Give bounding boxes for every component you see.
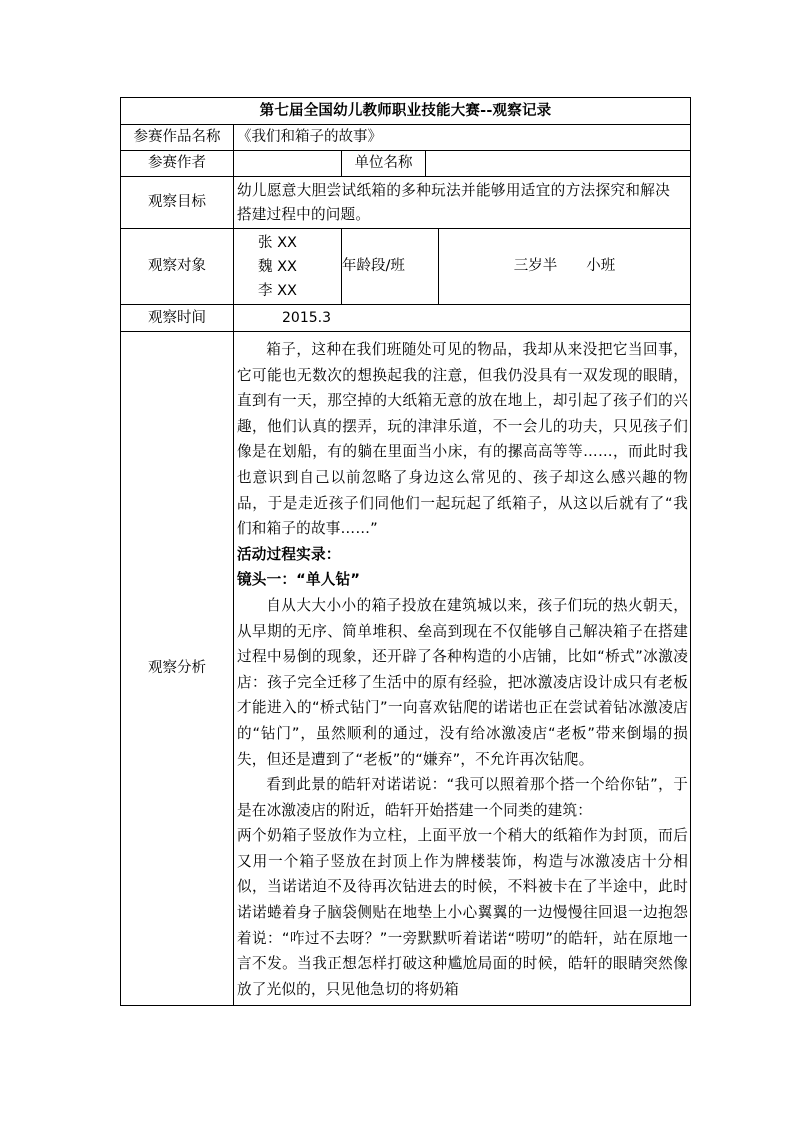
age-label: 年龄段/班 [342,229,439,304]
unit-value [426,151,690,176]
goal-value: 幼儿愿意大胆尝试纸箱的多种玩法并能够用适宜的方法探究和解决搭建过程中的问题。 [237,181,670,223]
author-row [121,151,690,177]
analysis-heading-process: 活动过程实录： [237,545,341,563]
analysis-intro: 箱子，这种在我们班随处可见的物品，我却从来没把它当回事，它可能也无数次的想换起我的注意，但我仍没具有一双发现的眼睛，直到有一天，那空掉的大纸箱无意的放在地上，却引起了孩子们的兴趣，他们认真的摆弄，玩的津津乐道，不一会儿的功夫，只见孩子们像是在划船，有的躺在里面当小床，有的摞高高等等……，而此时我也意识到自己以前忽略了身边这么常见的、孩子却这么感兴趣的物品，于是走近孩子们同他们一起玩起了纸箱子，从这以后就有了“我们和箱子的故事……” [237,341,688,538]
time-value: 2015.3 [282,310,331,326]
author-value [234,151,342,176]
analysis-paragraph: 两个奶箱子竖放作为立柱，上面平放一个稍大的纸箱作为封顶，而后又用一个箱子竖放在封顶上作为牌楼装饰，构造与冰激凌店十分相似，当诺诺迫不及待再次钻进去的时候，不料被卡在了半途中，此时诺诺蜷着身子脑袋侧贴在地垫上小心翼翼的一边慢慢往回退一边抱怨着说：“咋过不去呀？”一旁默默听着诺诺“唠叨”的皓轩，站在原地一言不发。当我正想怎样打破这种尴尬局面的时候，皓轩的眼睛突然像放了光似的，只见他急切的将奶箱 [237,827,688,998]
goal-row [121,177,690,229]
analysis-paragraph: 自从大大小小的箱子投放在建筑城以来，孩子们玩的热火朝天，从早期的无序、简单堆积、垒高到现在不仅能够自己解决箱子在搭建过程中易倒的现象，还开辟了各种构造的小店铺，比如“桥式”冰激凌店：孩子完全迁移了生活中的原有经验，把冰激凌店设计成只有老板才能进入的“桥式钻门”一向喜欢钻爬的诺诺也正在尝试着钻冰激凌店的“钻门”，虽然顺利的通过，没有给冰激凌店“老板”带来倒塌的损失，但还是遭到了“老板”的“嫌弃”，不允许再次钻爬。 [237,596,688,768]
time-row [121,305,690,332]
title-row [121,98,690,125]
observation-record-table [120,97,691,1006]
work-name-label: 参赛作品名称 [121,125,234,150]
time-label: 观察时间 [121,305,234,331]
analysis-paragraph: 看到此景的皓轩对诺诺说：“我可以照着那个搭一个给你钻”，于是在冰激凌店的附近，皓轩开始搭建一个同类的建筑： [237,776,688,819]
work-name-value: 《我们和箱子的故事》 [237,129,382,146]
unit-label: 单位名称 [342,151,426,176]
subjects-names [234,229,342,304]
subject-name: 李 XX [258,282,297,299]
age-value: 三岁半 小班 [513,258,616,275]
subjects-label: 观察对象 [121,229,234,304]
analysis-heading-scene: 镜头一：“单人钻” [237,571,361,589]
analysis-row [121,332,690,1005]
work-name-row [121,125,690,151]
subject-name: 魏 XX [258,258,297,275]
subject-name: 张 XX [258,234,297,251]
analysis-content [234,332,690,1002]
subjects-row [121,229,690,305]
goal-label: 观察目标 [121,177,234,228]
goal-cell [234,177,690,228]
page-title: 第七届全国幼儿教师职业技能大赛--观察记录 [259,101,552,119]
analysis-label: 观察分析 [121,332,234,1005]
author-label: 参赛作者 [121,151,234,176]
